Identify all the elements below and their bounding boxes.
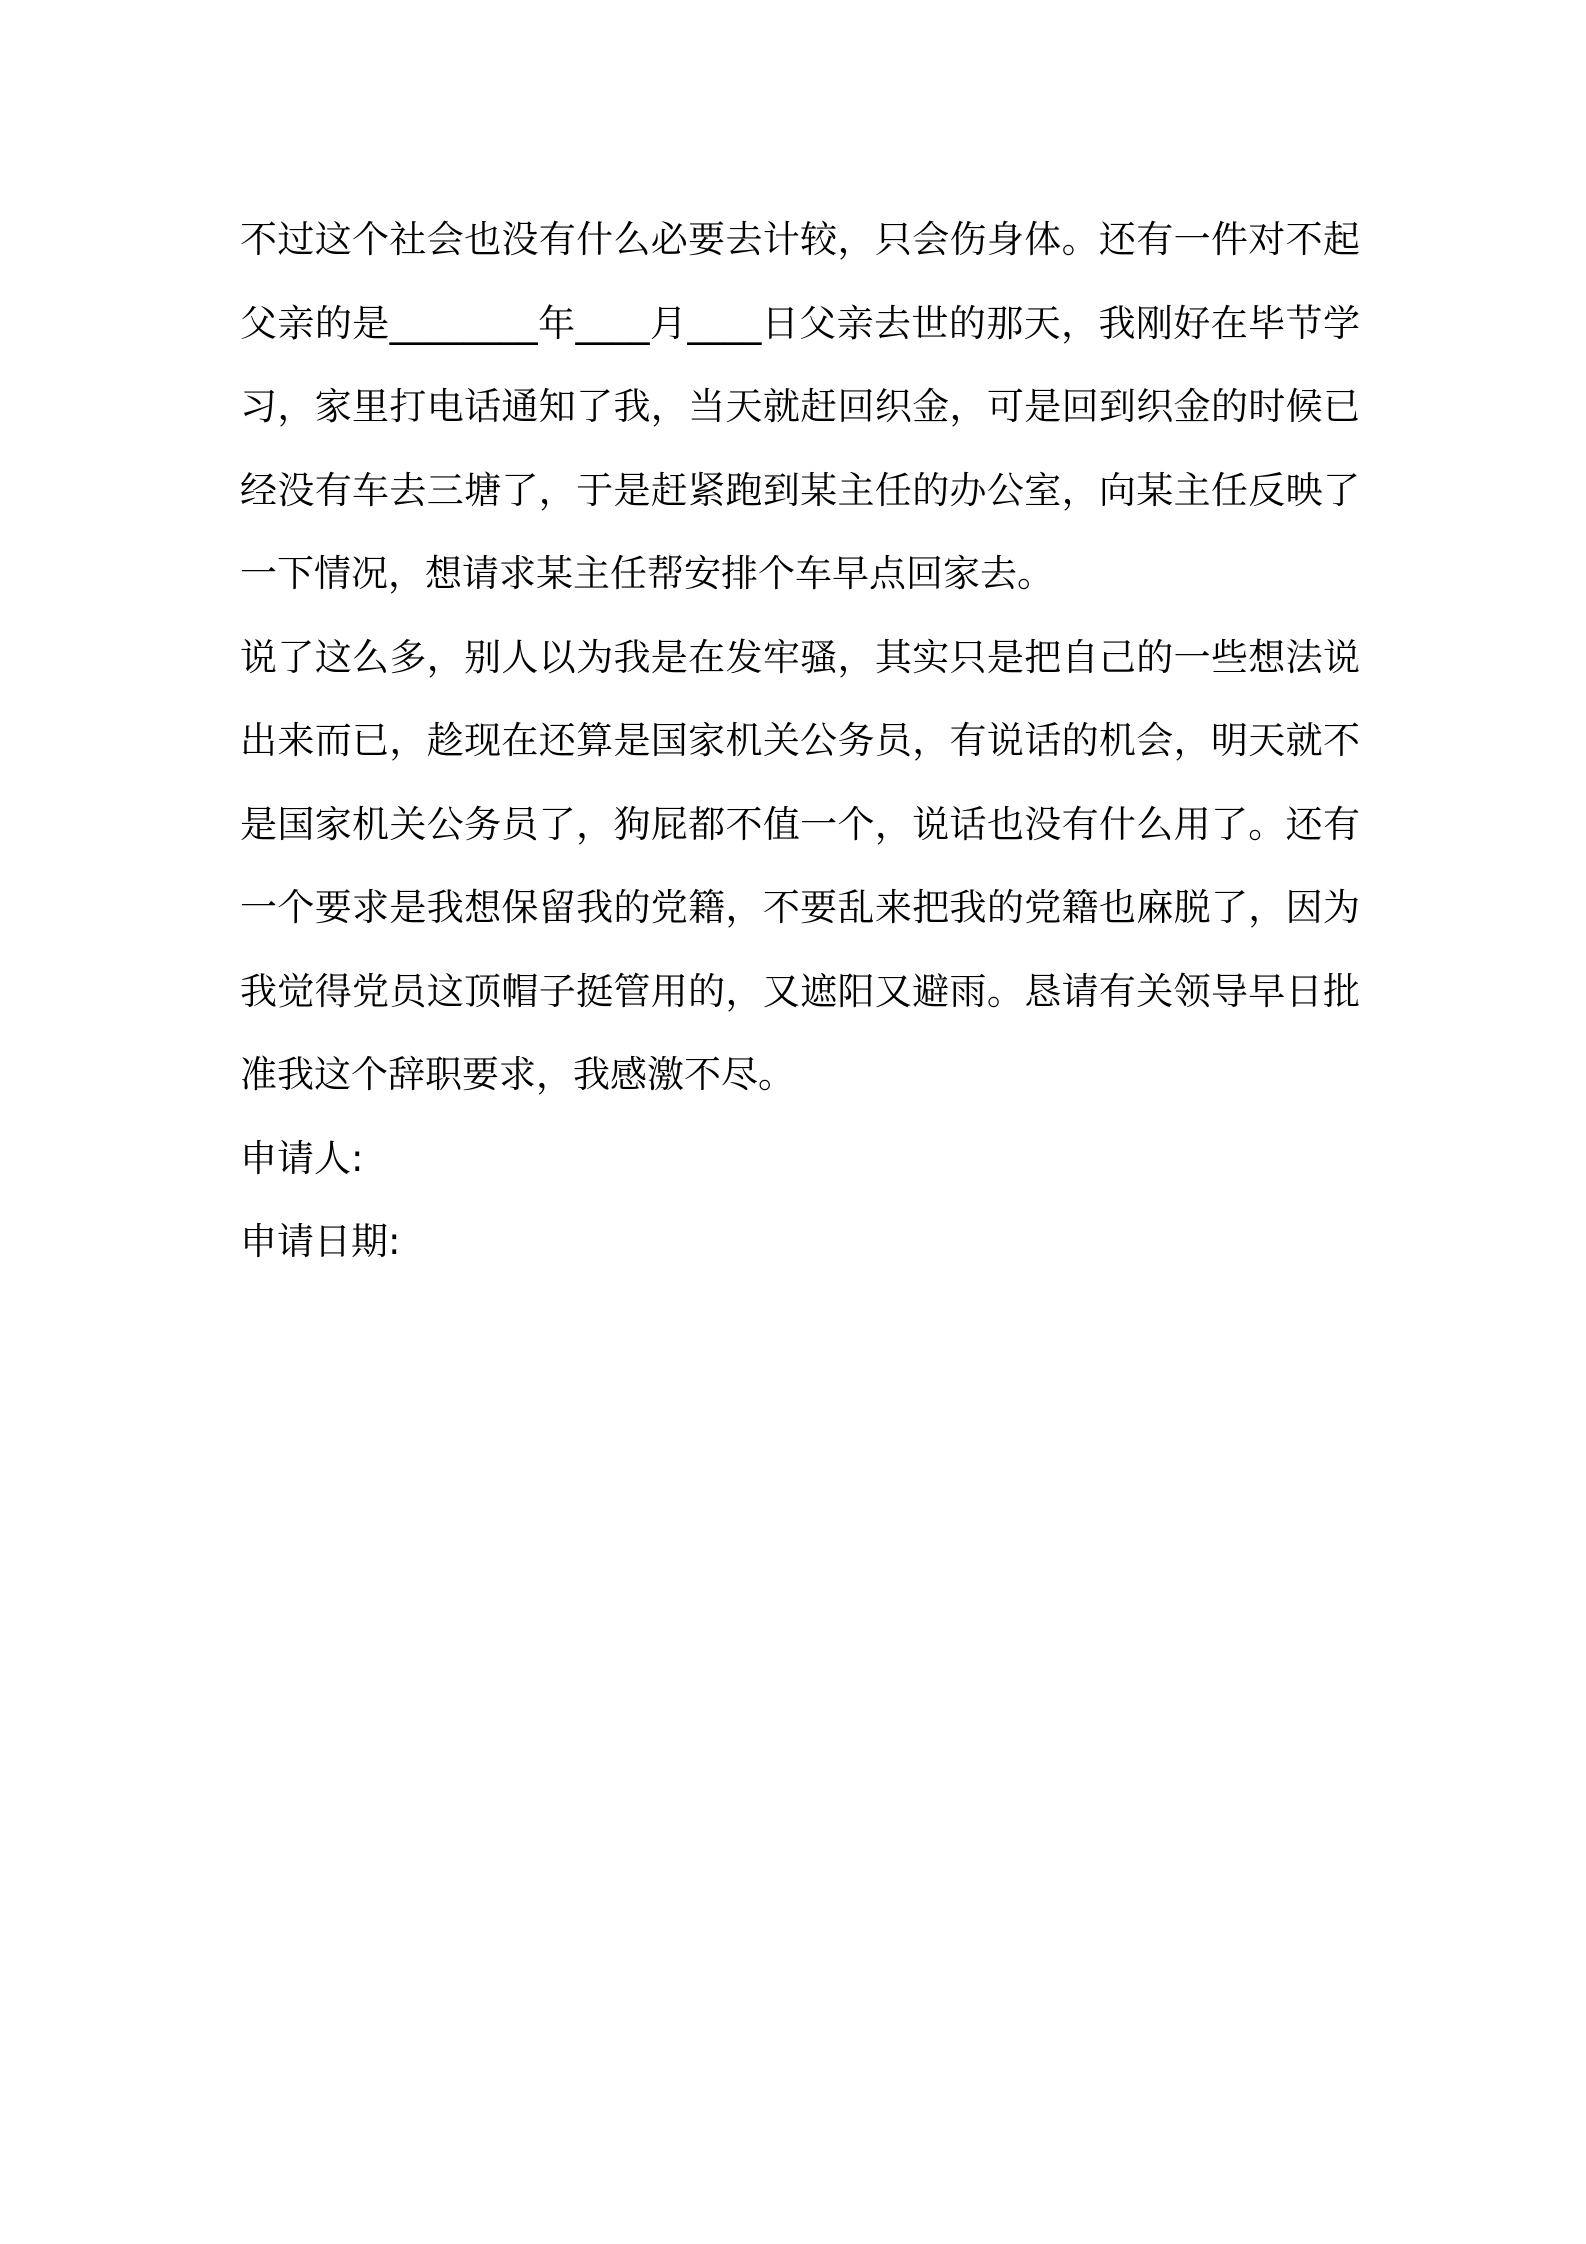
application-date-label: 申请日期: [240,1220,401,1263]
applicant-label: 申请人: [240,1136,364,1180]
document-body [240,198,1360,1284]
paragraph-1: 不过这个社会也没有什么必要去计较，只会伤身体。还有一件对不起父亲的是________年____月____日父亲去世的那天，我刚好在毕节学习，家里打电话通知了我，当天就赶回织金，可是回到织金的时候已经没有车去三塘了，于是赶紧跑到某主任的办公室，向某主任反映了一下情况，想请求某主任帮安排个车早点回家去。 [240,218,1360,595]
paragraph-2: 说了这么多，别人以为我是在发牢骚，其实只是把自己的一些想法说出来而已，趁现在还算是国家机关公务员，有说话的机会，明天就不是国家机关公务员了，狗屁都不值一个，说话也没有什么用了。还有一个要求是我想保留我的党籍，不要乱来把我的党籍也麻脱了，因为我觉得党员这顶帽子挺管用的，又遮阳又避雨。恳请有关领导早日批准我这个辞职要求，我感激不尽。 [240,635,1360,1096]
